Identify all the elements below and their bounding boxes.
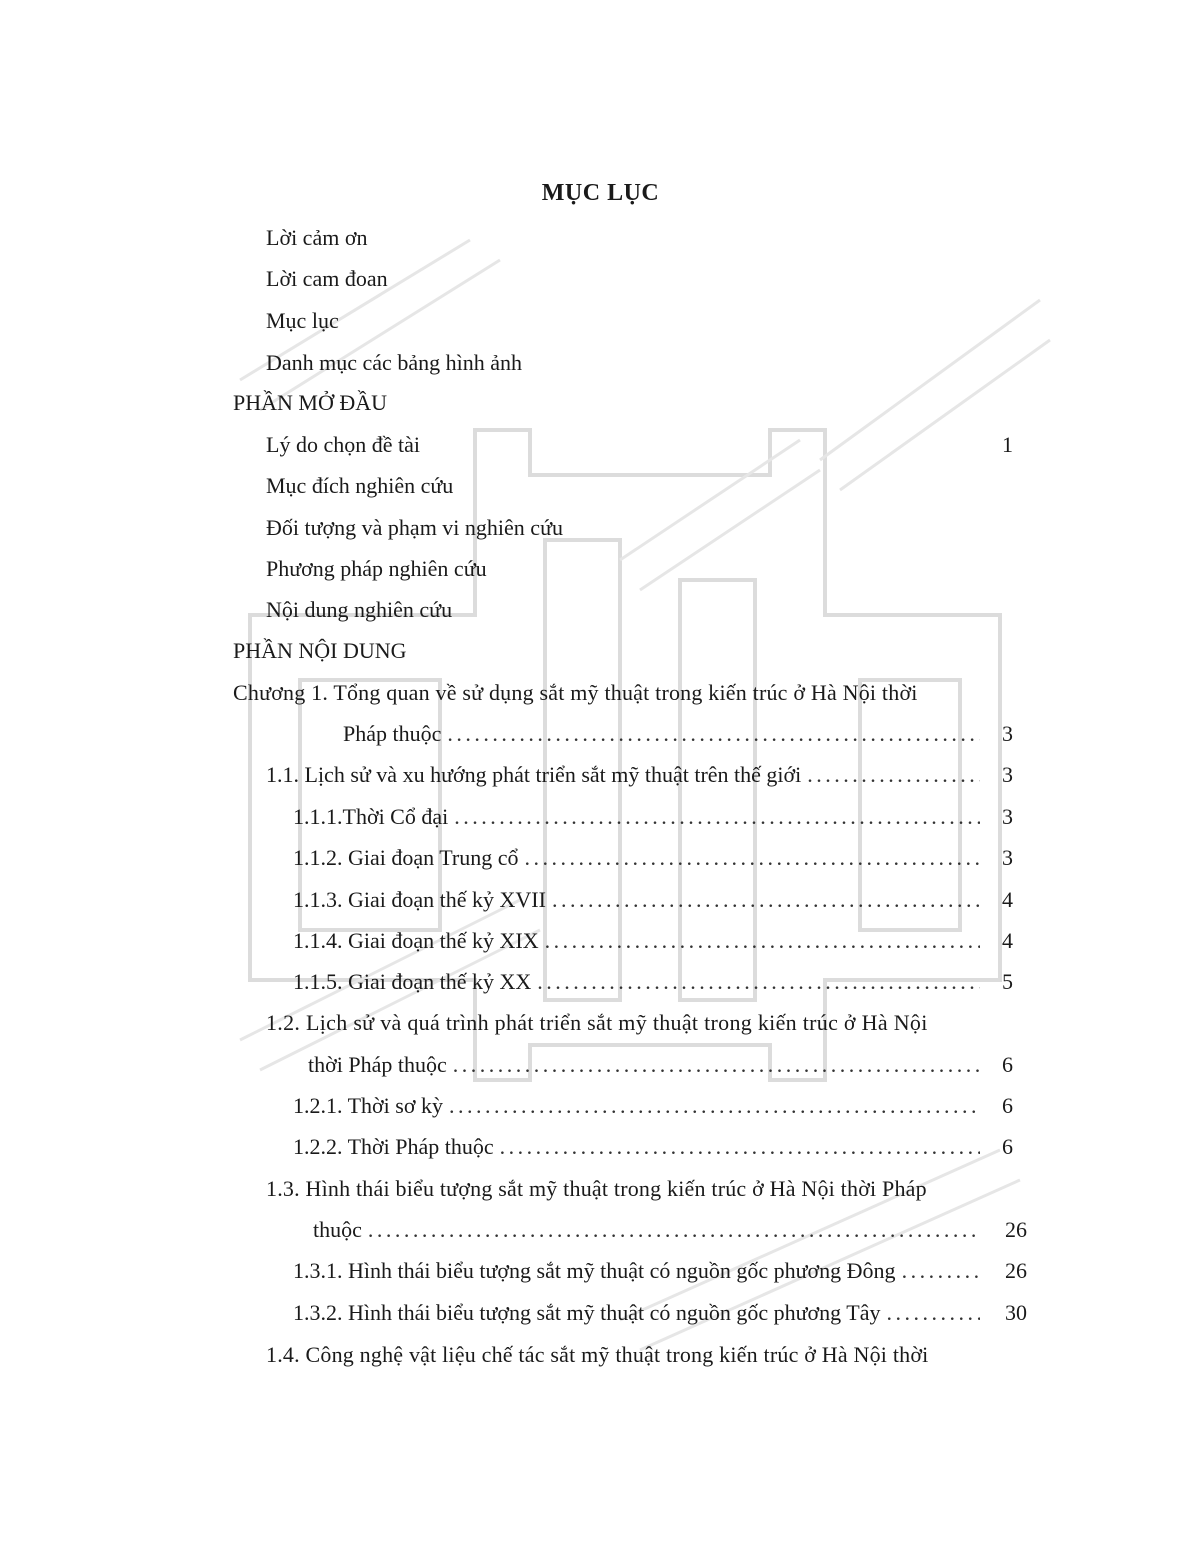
toc-leader-dots — [368, 1215, 980, 1245]
toc-page-number: 3 — [1002, 721, 1013, 746]
toc-entry-label: Danh mục các bảng hình ảnh — [266, 350, 522, 375]
toc-entry[interactable] — [266, 1340, 928, 1370]
toc-chapter-heading[interactable] — [233, 678, 983, 708]
toc-entry-label: 1.2.1. Thời sơ kỳ — [293, 1093, 443, 1118]
toc-leader-dots — [447, 719, 980, 749]
toc-entry-label: 1.3. Hình thái biểu tượng sắt mỹ thuật trong kiến trúc ở Hà Nội thời Pháp — [266, 1176, 927, 1201]
toc-page-number: 6 — [1002, 1134, 1013, 1159]
toc-page-number: 3 — [1002, 762, 1013, 787]
toc-entry[interactable] — [293, 802, 980, 832]
toc-entry[interactable] — [293, 926, 980, 956]
toc-entry[interactable] — [293, 885, 980, 915]
toc-entry[interactable] — [266, 513, 563, 543]
toc-entry[interactable] — [293, 1091, 980, 1121]
toc-entry-label: 1.3.1. Hình thái biểu tượng sắt mỹ thuật có nguồn gốc phương Đông — [293, 1258, 896, 1283]
toc-entry-label: 1.1. Lịch sử và xu hướng phát triển sắt mỹ thuật trên thế giới — [266, 762, 802, 787]
toc-entry[interactable] — [293, 843, 980, 873]
toc-page-number: 26 — [1005, 1258, 1027, 1283]
toc-entry[interactable] — [266, 306, 339, 336]
toc-leader-dots — [525, 843, 981, 873]
toc-entry-label: 1.1.2. Giai đoạn Trung cổ — [293, 845, 519, 870]
toc-entry-label: Pháp thuộc — [343, 721, 442, 746]
toc-entry-label: 1.4. Công nghệ vật liệu chế tác sắt mỹ thuật trong kiến trúc ở Hà Nội thời — [266, 1342, 929, 1367]
toc-page-number: 6 — [1002, 1052, 1013, 1077]
toc-page-number: 1 — [1002, 432, 1013, 457]
toc-page-number: 5 — [1002, 969, 1013, 994]
toc-section-heading[interactable] — [233, 388, 387, 418]
toc-entry[interactable] — [313, 1215, 980, 1245]
toc-entry[interactable] — [266, 264, 388, 294]
toc-entry-label: Mục lục — [266, 308, 339, 333]
toc-entry-label: PHẦN MỞ ĐẦU — [233, 390, 388, 415]
toc-entry[interactable] — [266, 348, 522, 378]
toc-title: MỤC LỤC — [541, 180, 660, 206]
toc-leader-dots — [807, 760, 980, 790]
toc-entry-label: Phương pháp nghiên cứu — [266, 556, 487, 581]
toc-leader-dots — [500, 1132, 980, 1162]
toc-page-number: 26 — [1005, 1217, 1027, 1242]
toc-entry-label: 1.1.1.Thời Cổ đại — [293, 804, 449, 829]
toc-entry-label: 1.3.2. Hình thái biểu tượng sắt mỹ thuật có nguồn gốc phương Tây — [293, 1300, 881, 1325]
toc-entry-label: Lời cảm ơn — [266, 225, 368, 250]
toc-entry-label: 1.2.2. Thời Pháp thuộc — [293, 1134, 494, 1159]
toc-entry[interactable] — [266, 471, 453, 501]
toc-entry[interactable] — [343, 719, 980, 749]
toc-page-number: 3 — [1002, 845, 1013, 870]
toc-entry-label: Lời cam đoan — [266, 266, 388, 291]
toc-entry-label: Nội dung nghiên cứu — [266, 597, 453, 622]
toc-entry[interactable] — [293, 1132, 980, 1162]
toc-entry-label: Đối tượng và phạm vi nghiên cứu — [266, 515, 563, 540]
toc-entry[interactable] — [293, 1256, 980, 1286]
toc-page-number: 3 — [1002, 804, 1013, 829]
toc-entry-label: Chương 1. Tổng quan về sử dụng sắt mỹ thuật trong kiến trúc ở Hà Nội thời — [233, 680, 918, 705]
toc-entry-label: Mục đích nghiên cứu — [266, 473, 454, 498]
toc-entry[interactable] — [293, 1298, 980, 1328]
toc-page-number: 6 — [1002, 1093, 1013, 1118]
toc-entry[interactable] — [266, 1174, 927, 1204]
toc-page-number: 4 — [1002, 887, 1013, 912]
toc-entry[interactable] — [266, 1008, 928, 1038]
toc-section-heading[interactable] — [233, 636, 407, 666]
toc-page-number: 4 — [1002, 928, 1013, 953]
toc-leader-dots — [449, 1091, 980, 1121]
toc-entry[interactable] — [266, 554, 487, 584]
toc-leader-dots — [453, 1050, 980, 1080]
toc-entry[interactable] — [266, 223, 367, 253]
toc-entry[interactable] — [266, 760, 980, 790]
toc-entry[interactable] — [266, 430, 420, 460]
toc-leader-dots — [886, 1298, 980, 1328]
toc-entry-label: 1.1.5. Giai đoạn thế kỷ XX — [293, 969, 532, 994]
toc-entry-label: 1.1.4. Giai đoạn thế kỷ XIX — [293, 928, 539, 953]
toc-entry[interactable] — [293, 967, 980, 997]
toc-entry-label: Lý do chọn đề tài — [266, 432, 420, 457]
toc-leader-dots — [454, 802, 980, 832]
toc-entry[interactable] — [308, 1050, 980, 1080]
toc-entry-label: thuộc — [313, 1217, 362, 1242]
toc-entry[interactable] — [266, 595, 452, 625]
toc-entry-label: 1.1.3. Giai đoạn thế kỷ XVII — [293, 887, 546, 912]
toc-entry-label: PHẦN NỘI DUNG — [233, 638, 407, 663]
toc-leader-dots — [537, 967, 980, 997]
toc-entry-label: thời Pháp thuộc — [308, 1052, 447, 1077]
toc-page-number: 30 — [1005, 1300, 1027, 1325]
toc-entry-label: 1.2. Lịch sử và quá trình phát triển sắt mỹ thuật trong kiến trúc ở Hà Nội — [266, 1010, 928, 1035]
toc-leader-dots — [902, 1256, 980, 1286]
toc-leader-dots — [545, 926, 980, 956]
toc-leader-dots — [552, 885, 980, 915]
